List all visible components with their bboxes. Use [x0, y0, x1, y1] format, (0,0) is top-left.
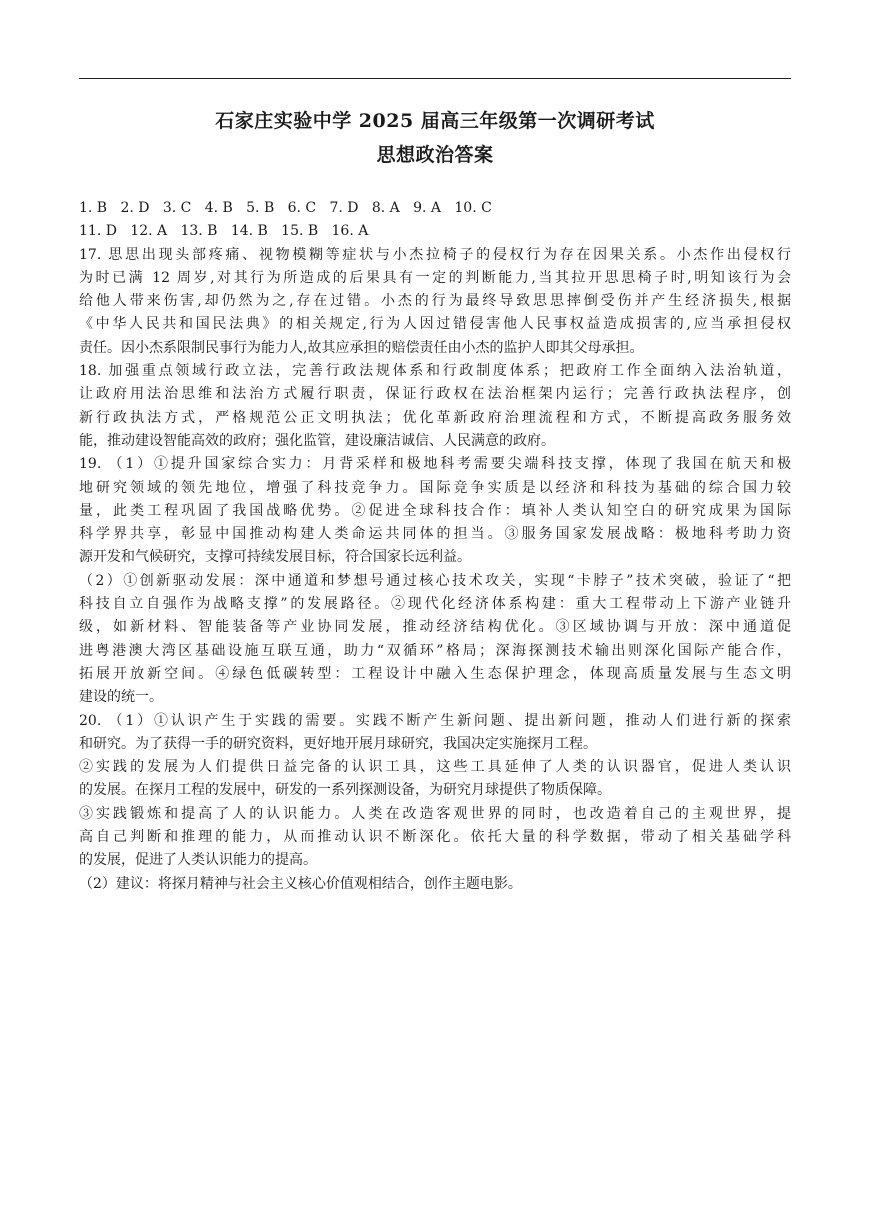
top-divider	[79, 78, 791, 79]
q17-line: 《中华人民共和国民法典》的相关规定,行为人因过错侵害他人民事权益造成损害的,应当承担侵权	[79, 316, 791, 333]
q19-answer	[79, 453, 791, 709]
q19-line: （2）①创新驱动发展：深中通道和梦想号通过核心技术攻关，实现“卡脖子”技术突破，验证了“把	[79, 572, 791, 589]
q20-line: 的发展，促进了人类认识能力的提高。	[79, 852, 317, 869]
q18-line: 新行政执法方式，严格规范公正文明执法；优化革新政府治理流程和方式，不断提高政务服务效	[79, 409, 791, 426]
q19-line: 级，如新材料、智能装备等产业协同发展，推动经济结构优化。③区域协调与开放：深中通道促	[79, 619, 791, 636]
q20-line: （2）建议：将探月精神与社会主义核心价值观相结合，创作主题电影。	[79, 875, 522, 892]
q20-answer	[79, 710, 791, 896]
q19-line: 19. （1）①提升国家综合实力：月背采样和极地科考需要尖端科技支撑，体现了我国在航天和极	[79, 456, 791, 473]
q19-line: 源开发和气候研究，支撑可持续发展目标，符合国家长远利益。	[79, 549, 471, 566]
q19-line: 科学界共享，彰显中国推动构建人类命运共同体的担当。③服务国家发展战略：极地科考助力资	[79, 526, 791, 543]
q17-line: 给他人带来伤害,却仍然为之,存在过错。小杰的行为最终导致思思摔倒受伤并产生经济损失,根据	[79, 293, 791, 310]
q20-line: 20. （1）①认识产生于实践的需要。实践不断产生新问题、提出新问题，推动人们进行新的探索	[79, 712, 791, 729]
q17-line: 17. 思思出现头部疼痛、视物模糊等症状与小杰拉椅子的侵权行为存在因果关系。小杰作出侵权行	[79, 246, 791, 263]
q19-line: 进粤港澳大湾区基础设施互联互通，助力“双循环”格局；深海探测技术输出则深化国际产能合作，	[79, 642, 791, 659]
q18-answer	[79, 360, 791, 453]
q19-line: 拓展开放新空间。④绿色低碳转型：工程设计中融入生态保护理念，体现高质量发展与生态文明	[79, 665, 791, 682]
q19-line: 地研究领域的领先地位，增强了科技竞争力。国际竞争实质是以经济和科技为基础的综合国力较	[79, 479, 791, 496]
mc-answers-row-1: 1. B 2. D 3. C 4. B 5. B 6. C 7. D 8. A 9. A 10. C	[79, 200, 492, 216]
q20-line: ②实践的发展为人们提供日益完备的认识工具，这些工具延伸了人类的认识器官，促进人类认识	[79, 759, 791, 776]
q17-answer	[79, 244, 791, 360]
q19-line: 建设的统一。	[79, 689, 163, 706]
q20-line: 高自己判断和推理的能力，从而推动认识不断深化。依托大量的科学数据，带动了相关基础学科	[79, 829, 791, 846]
q20-line: ③实践锻炼和提高了人的认识能力。人类在改造客观世界的同时，也改造着自己的主观世界，提	[79, 805, 791, 822]
exam-title: 石家庄实验中学 2025 届高三年级第一次调研考试	[215, 110, 655, 132]
q18-line: 18. 加强重点领域行政立法，完善行政法规体系和行政制度体系；把政府工作全面纳入法治轨道，	[79, 363, 791, 380]
q19-line: 量，此类工程巩固了我国战略优势。②促进全球科技合作：填补人类认知空白的研究成果为国际	[79, 502, 791, 519]
q19-line: 科技自立自强作为战略支撑”的发展路径。②现代化经济体系构建：重大工程带动上下游产业链升	[79, 596, 791, 613]
q17-line: 责任。因小杰系限制民事行为能力人,故其应承担的赔偿责任由小杰的监护人即其父母承担。	[79, 339, 644, 356]
q17-line: 为时已满 12 周岁,对其行为所造成的后果具有一定的判断能力,当其拉开思思椅子时,明知该行为会	[79, 269, 791, 286]
q18-line: 让政府用法治思维和法治方式履行职责，保证行政权在法治框架内运行；完善行政执法程序，创	[79, 386, 791, 403]
subject-title: 思想政治答案	[376, 144, 494, 166]
q18-line: 能，推动建设智能高效的政府；强化监管，建设廉洁诚信、人民满意的政府。	[79, 432, 555, 449]
q20-line: 和研究。为了获得一手的研究资料，更好地开展月球研究，我国决定实施探月工程。	[79, 735, 597, 752]
mc-answers-row-2: 11. D 12. A 13. B 14. B 15. B 16. A	[79, 223, 369, 240]
answer-body	[79, 197, 791, 896]
q20-line: 的发展。在探月工程的发展中，研发的一系列探测设备，为研究月球提供了物质保障。	[79, 782, 611, 799]
